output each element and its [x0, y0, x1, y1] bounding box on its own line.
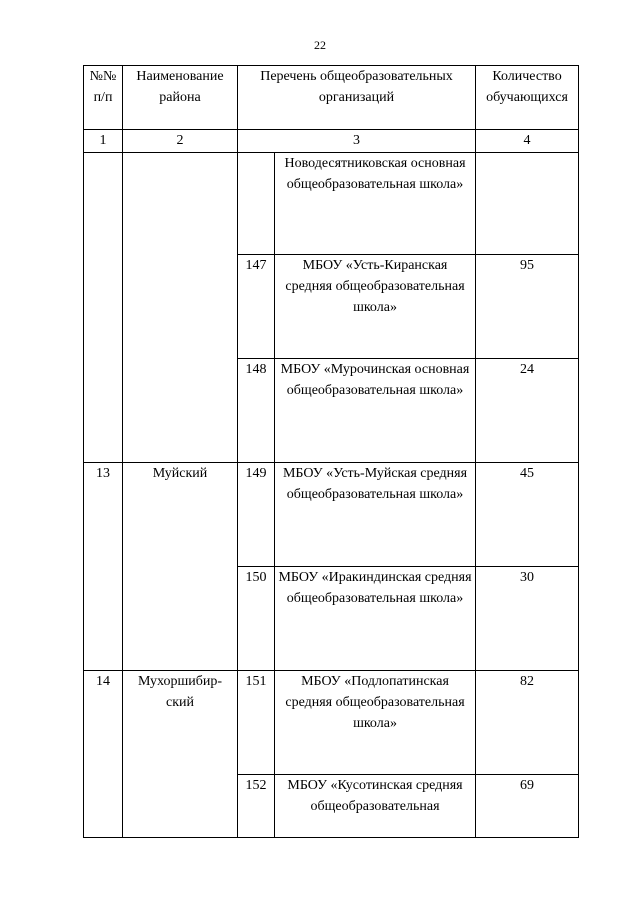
column-numbers-row	[84, 130, 579, 153]
table-row	[84, 671, 579, 775]
student-count	[476, 153, 579, 255]
school-index	[238, 153, 275, 255]
district-name: Мухоршибир-ский	[123, 671, 238, 838]
school-name: Новодесятниковская основная общеобразовательная школа»	[275, 153, 476, 255]
header-student-count: Количество обучающихся	[476, 66, 579, 130]
header-no: №№ п/п	[84, 66, 123, 130]
student-count: 30	[476, 567, 579, 671]
district-name	[123, 153, 238, 463]
school-name: МБОУ «Иракиндинская средняя общеобразовательная школа»	[275, 567, 476, 671]
school-name: МБОУ «Подлопатинская средняя общеобразовательная школа»	[275, 671, 476, 775]
schools-table	[83, 65, 579, 838]
column-number: 3	[238, 130, 476, 153]
school-index: 151	[238, 671, 275, 775]
school-name: МБОУ «Усть-Киранская средняя общеобразовательная школа»	[275, 255, 476, 359]
school-index: 147	[238, 255, 275, 359]
district-number: 13	[84, 463, 123, 671]
student-count: 82	[476, 671, 579, 775]
school-name: МБОУ «Усть-Муйская средняя общеобразовательная школа»	[275, 463, 476, 567]
school-index: 150	[238, 567, 275, 671]
district-number: 14	[84, 671, 123, 838]
student-count: 45	[476, 463, 579, 567]
district-number	[84, 153, 123, 463]
page-number: 22	[314, 38, 326, 52]
student-count: 95	[476, 255, 579, 359]
header-organizations: Перечень общеобразовательных организаций	[238, 66, 476, 130]
school-index: 148	[238, 359, 275, 463]
column-number: 4	[476, 130, 579, 153]
school-index: 149	[238, 463, 275, 567]
column-number: 2	[123, 130, 238, 153]
school-name: МБОУ «Кусотинская средняя общеобразовательная	[275, 775, 476, 838]
table-row	[84, 153, 579, 255]
district-name: Муйский	[123, 463, 238, 671]
column-number: 1	[84, 130, 123, 153]
school-name: МБОУ «Мурочинская основная общеобразовательная школа»	[275, 359, 476, 463]
header-row	[84, 66, 579, 130]
student-count: 69	[476, 775, 579, 838]
school-index: 152	[238, 775, 275, 838]
header-district: Наименование района	[123, 66, 238, 130]
table-row	[84, 463, 579, 567]
student-count: 24	[476, 359, 579, 463]
